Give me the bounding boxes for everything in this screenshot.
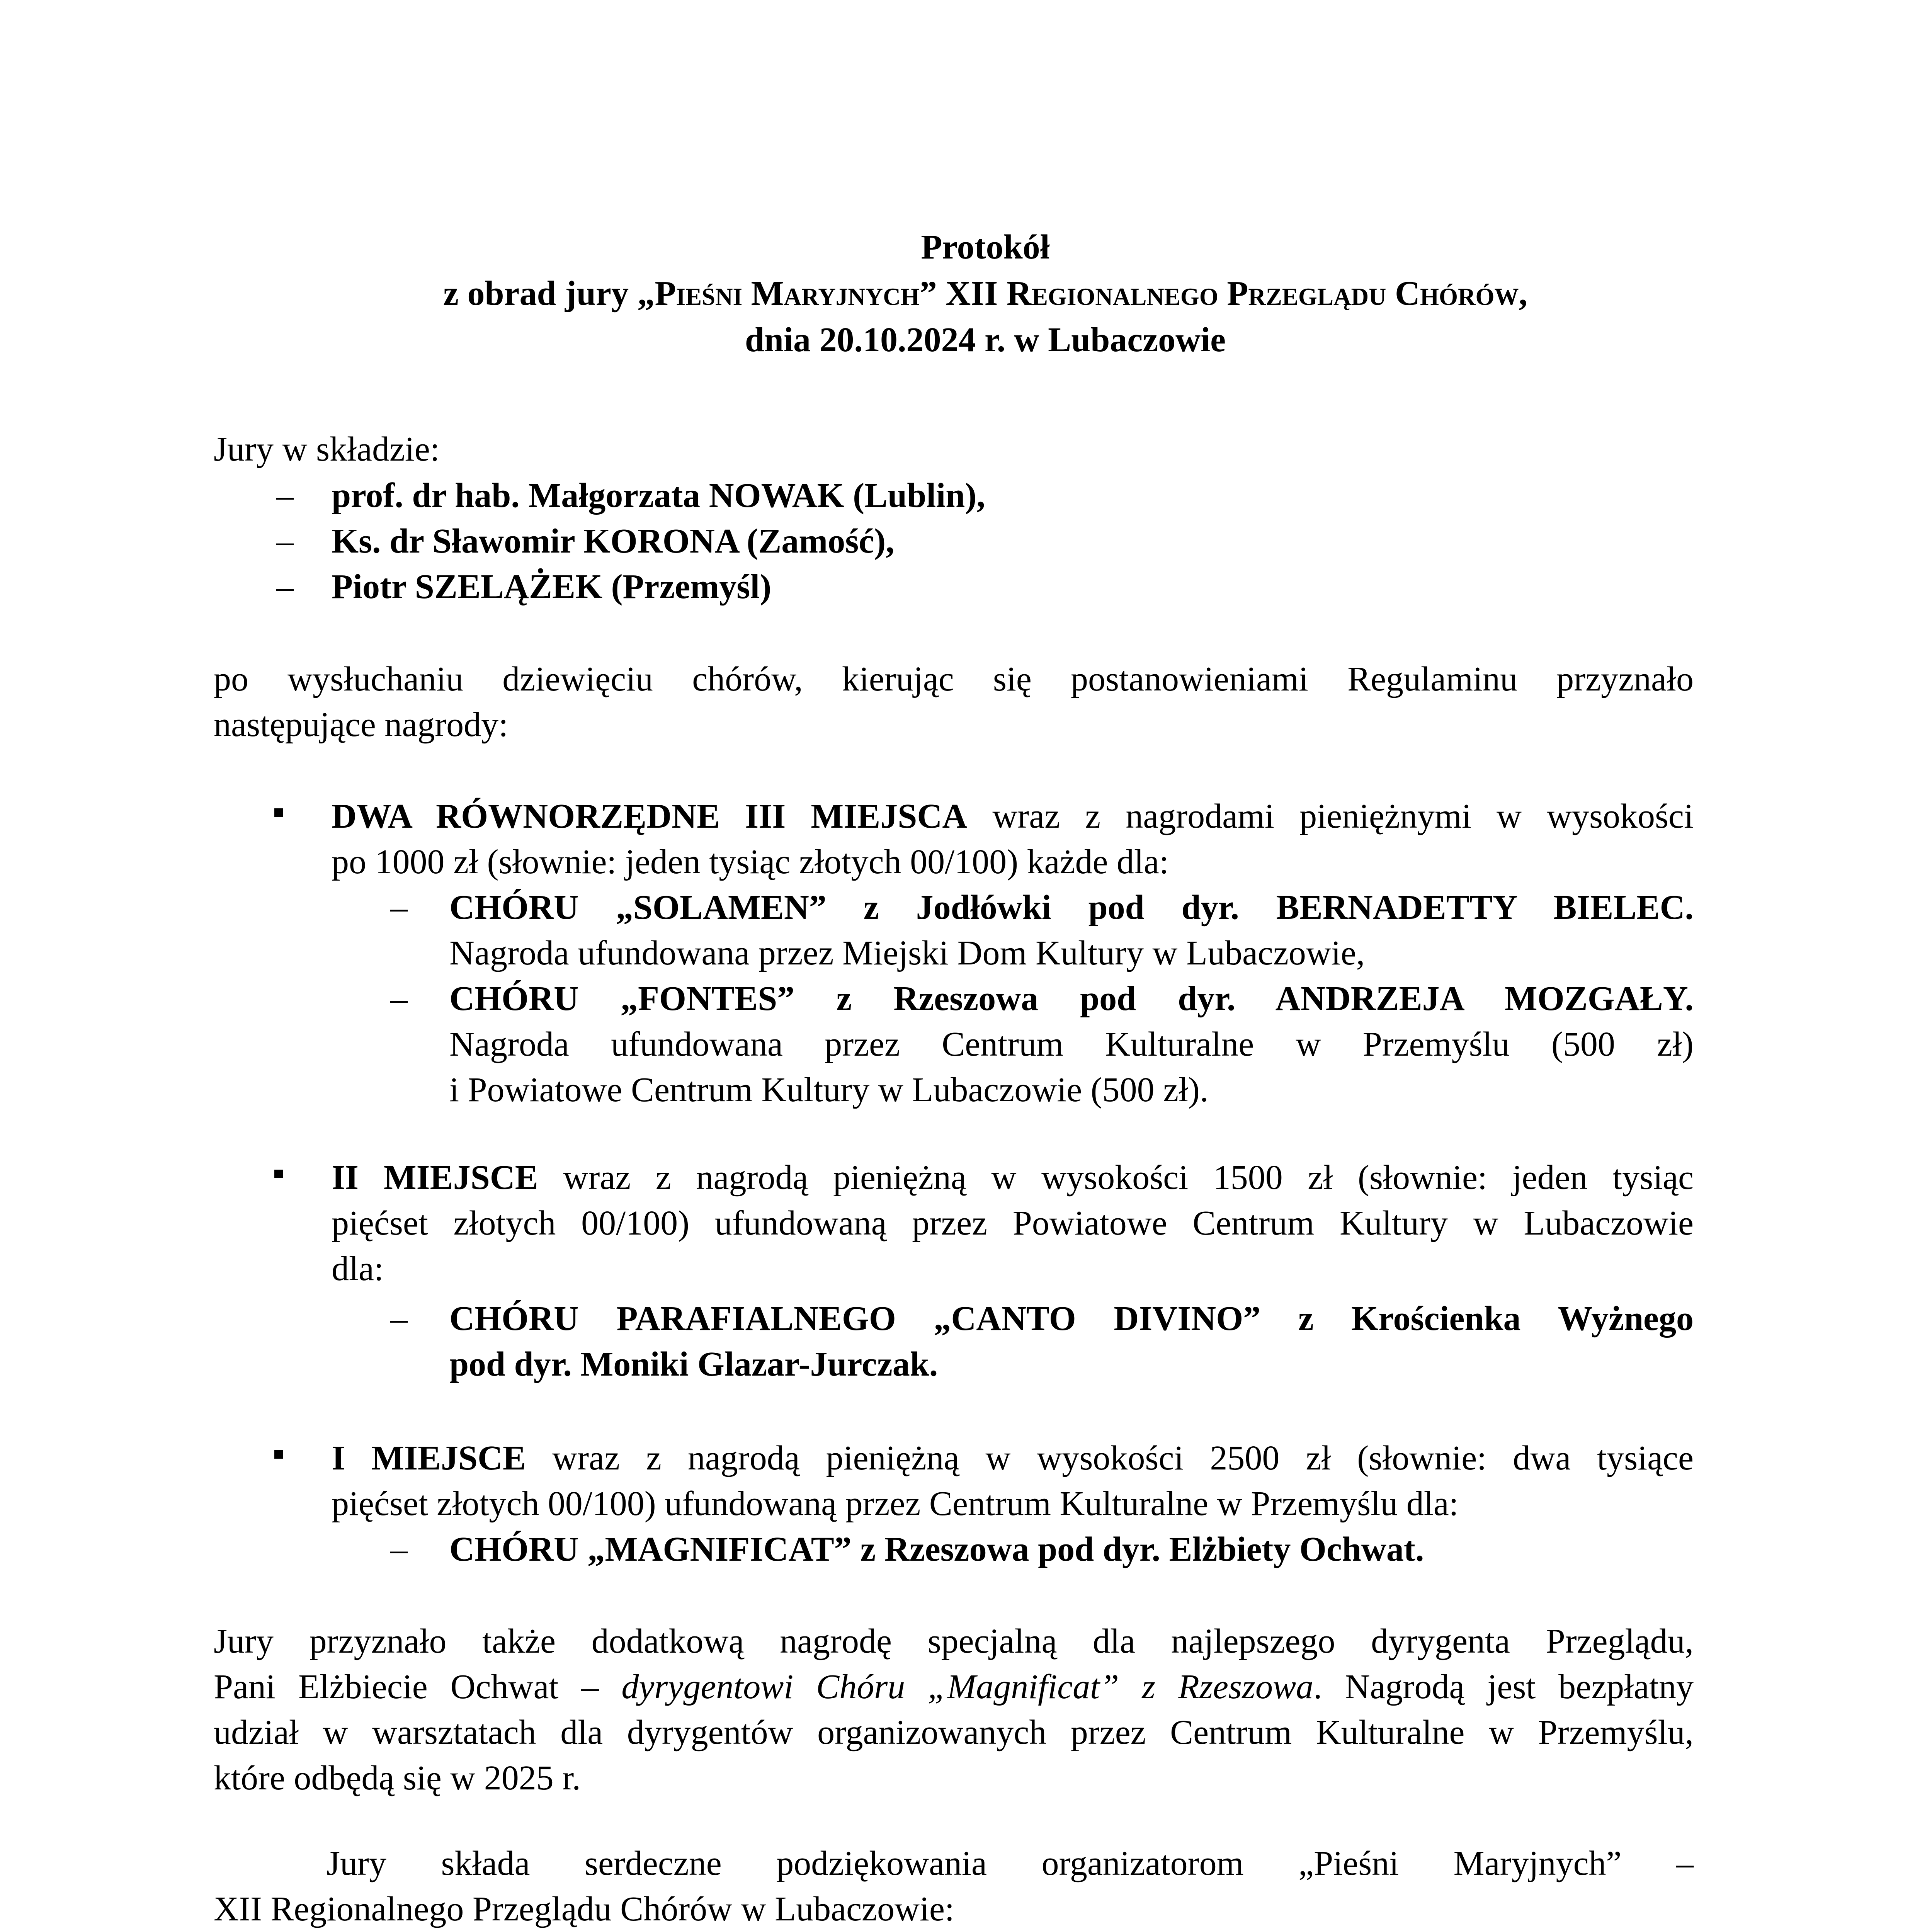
award2-line: dla:: [332, 1250, 384, 1288]
jury-member: Ks. dr Sławomir KORONA (Zamość),: [332, 522, 895, 560]
special-award-line: Jury przyznało także dodatkową nagrodę specjalną dla najlepszego dyrygenta Przeglądu,: [214, 1622, 1694, 1660]
dash-marker: –: [390, 980, 408, 1018]
award2-line: II MIEJSCE wraz z nagrodą pieniężną w wysokości 1500 zł (słownie: jeden tysiąc: [332, 1158, 1694, 1197]
award3-choir2-note: Nagroda ufundowana przez Centrum Kulturalne w Przemyślu (500 zł): [449, 1025, 1694, 1063]
special-award-line: Pani Elżbiecie Ochwat – dyrygentowi Chóru „Magnificat” z Rzeszowa. Nagrodą jest bezpłatny: [214, 1668, 1694, 1706]
award3-choir2-note: i Powiatowe Centrum Kultury w Lubaczowie (500 zł).: [449, 1071, 1209, 1109]
award2-line: pięćset złotych 00/100) ufundowaną przez Powiatowe Centrum Kultury w Lubaczowie: [332, 1204, 1694, 1242]
award3-choir2: CHÓRU „FONTES” z Rzeszowa pod dyr. ANDRZEJA MOZGAŁY.: [449, 980, 1694, 1018]
thanks-line: XII Regionalnego Przeglądu Chórów w Lubaczowie:: [214, 1890, 954, 1928]
award1-line: I MIEJSCE wraz z nagrodą pieniężną w wysokości 2500 zł (słownie: dwa tysiące: [332, 1439, 1694, 1477]
jury-intro: Jury w składzie:: [214, 430, 440, 468]
bullet-icon: [274, 1170, 283, 1178]
intro-paragraph-line: po wysłuchaniu dziewięciu chórów, kierując się postanowieniami Regulaminu przyznało: [214, 660, 1694, 698]
dash-marker: –: [276, 568, 294, 606]
intro-paragraph-line: następujące nagrody:: [214, 706, 509, 744]
dash-marker: –: [276, 476, 294, 515]
dash-marker: –: [276, 522, 294, 560]
jury-member: Piotr SZELĄŻEK (Przemyśl): [332, 568, 772, 606]
bullet-icon: [274, 808, 283, 817]
award3-line: DWA RÓWNORZĘDNE III MIEJSCA wraz z nagrodami pieniężnymi w wysokości: [332, 797, 1694, 835]
document-subtitle: z obrad jury „Pieśni Maryjnych” XII Regionalnego Przeglądu Chórów,: [443, 274, 1527, 313]
award2-choir: CHÓRU PARAFIALNEGO „CANTO DIVINO” z Krościenka Wyżnego: [449, 1299, 1694, 1338]
award2-choir-conductor: pod dyr. Moniki Glazar-Jurczak.: [449, 1345, 938, 1383]
dash-marker: –: [390, 1299, 408, 1338]
thanks-line: Jury składa serdeczne podziękowania organizatorom „Pieśni Maryjnych” –: [327, 1844, 1694, 1883]
special-award-line: udział w warsztatach dla dyrygentów organizowanych przez Centrum Kulturalne w Przemyślu,: [214, 1713, 1694, 1752]
dash-marker: –: [390, 888, 408, 927]
document-date-line: dnia 20.10.2024 r. w Lubaczowie: [745, 321, 1226, 359]
jury-member: prof. dr hab. Małgorzata NOWAK (Lublin),: [332, 476, 985, 515]
award3-choir1-note: Nagroda ufundowana przez Miejski Dom Kultury w Lubaczowie,: [449, 934, 1365, 972]
special-award-line: które odbędą się w 2025 r.: [214, 1759, 581, 1797]
award3-choir1: CHÓRU „SOLAMEN” z Jodłówki pod dyr. BERNADETTY BIELEC.: [449, 888, 1694, 927]
award1-line: pięćset złotych 00/100) ufundowaną przez Centrum Kulturalne w Przemyślu dla:: [332, 1485, 1459, 1523]
award3-line: po 1000 zł (słownie: jeden tysiąc złotych 00/100) każde dla:: [332, 843, 1169, 881]
document-title: Protokół: [921, 228, 1050, 266]
bullet-icon: [274, 1450, 283, 1459]
dash-marker: –: [390, 1530, 408, 1568]
award1-choir: CHÓRU „MAGNIFICAT” z Rzeszowa pod dyr. Elżbiety Ochwat.: [449, 1530, 1424, 1568]
